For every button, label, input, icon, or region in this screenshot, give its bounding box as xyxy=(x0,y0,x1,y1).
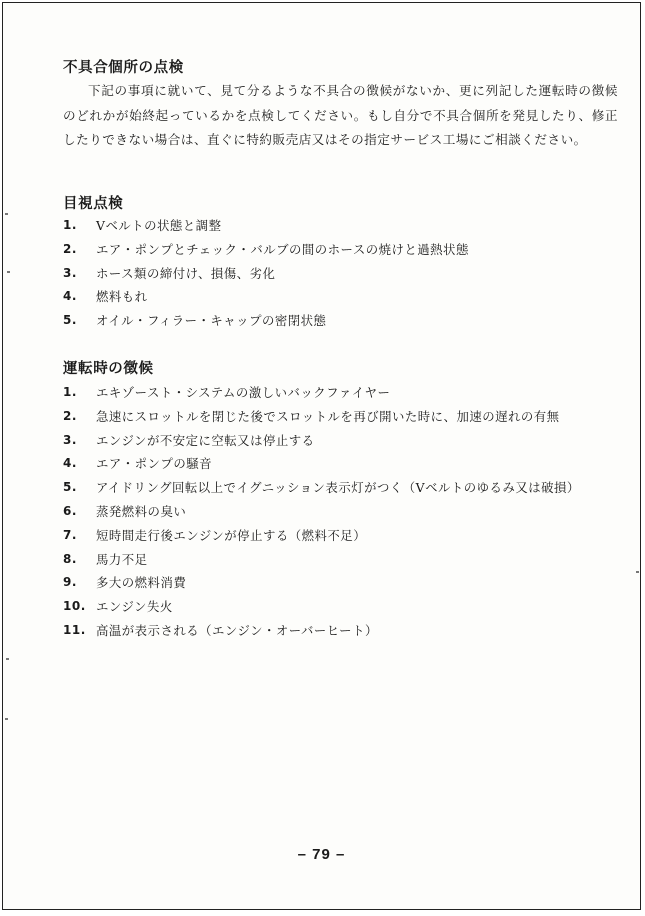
scan-speck xyxy=(5,213,8,215)
list-item: 8. 馬力不足 xyxy=(63,551,148,567)
inspection-paragraph: 下記の事項に就いて、見て分るような不具合の徴候がないか、更に列記した運転時の徴候のどれかが始終起っているかを点検してください。もし自分で不具合個所を発見したり、修正したりできない場合は、直ぐに特約販売店又はその指定サービス工場にご相談ください。 xyxy=(63,83,618,147)
list-item: 4. 燃料もれ xyxy=(63,289,148,305)
list-item: 3. ホース類の締付け、損傷、劣化 xyxy=(63,265,276,281)
list-item: 1. Vベルトの状態と調整 xyxy=(63,218,222,233)
list-item: 3. エンジンが不安定に空転又は停止する xyxy=(63,432,315,448)
scan-speck xyxy=(636,571,639,573)
list-item: 7. 短時間走行後エンジンが停止する（燃料不足） xyxy=(63,527,367,543)
list-item: 11. 高温が表示される（エンジン・オーバーヒート） xyxy=(63,622,378,638)
running-symptoms-heading: 運転時の徴候 xyxy=(63,361,154,377)
list-item: 4. エア・ポンプの騒音 xyxy=(63,456,213,472)
list-item: 2. エア・ポンプとチェック・バルブの間のホースの焼けと過熱状態 xyxy=(63,241,469,257)
inspection-heading: 不具合個所の点検 xyxy=(63,60,184,76)
scan-speck xyxy=(5,718,8,720)
visual-inspection-list xyxy=(63,214,623,333)
list-item: 1. エキゾースト・システムの激しいバックファイヤー xyxy=(63,385,391,400)
list-item: 2. 急速にスロットルを閉じた後でスロットルを再び開いた時に、加速の遅れの有無 xyxy=(63,408,560,424)
list-item: 5. オイル・フィラー・キャップの密閉状態 xyxy=(63,313,327,329)
running-symptoms-list xyxy=(63,381,623,643)
visual-inspection-heading: 目視点検 xyxy=(63,196,124,212)
scan-speck xyxy=(6,658,9,660)
scan-speck xyxy=(7,271,10,273)
document-page xyxy=(2,2,641,910)
page-number: – 79 – xyxy=(297,846,346,863)
list-item: 6. 蒸発燃料の臭い xyxy=(63,503,187,519)
list-item: 5. アイドリング回転以上でイグニッション表示灯がつく（Vベルトのゆるみ又は破損） xyxy=(63,480,580,496)
list-item: 9. 多大の燃料消費 xyxy=(63,575,187,591)
list-item: 10. エンジン失火 xyxy=(63,599,173,615)
